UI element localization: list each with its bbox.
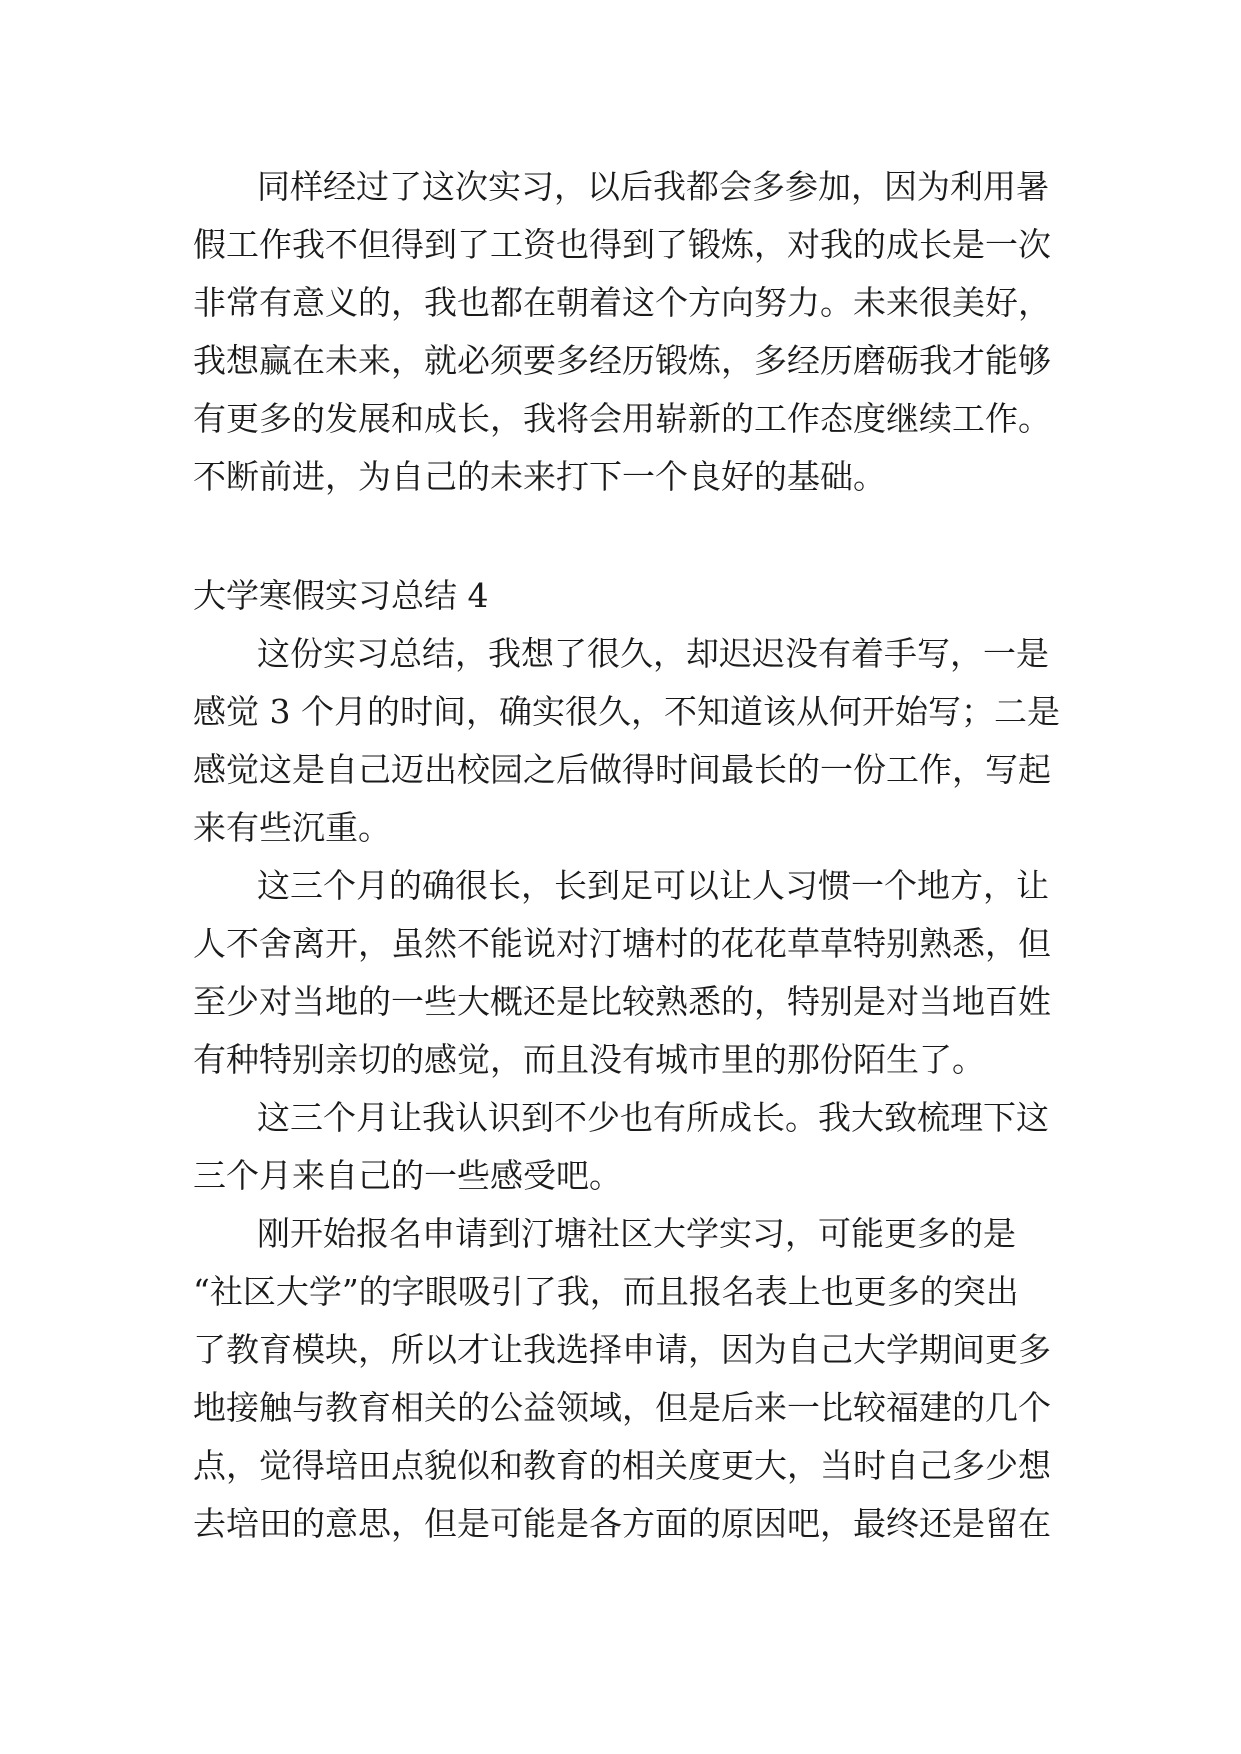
text-line: 非常有意义的，我也都在朝着这个方向努力。未来很美好，: [193, 283, 1051, 322]
section-heading: 大学寒假实习总结 4: [193, 576, 489, 615]
text-line: 有种特别亲切的感觉，而且没有城市里的那份陌生了。: [193, 1040, 985, 1079]
text-line: 这份实习总结，我想了很久，却迟迟没有着手写，一是: [257, 634, 1049, 673]
text-line: 感觉这是自己迈出校园之后做得时间最长的一份工作，写起: [193, 750, 1051, 789]
text-line: 来有些沉重。: [193, 808, 391, 847]
text-line: 不断前进，为自己的未来打下一个良好的基础。: [193, 457, 886, 496]
text-line: 点，觉得培田点貌似和教育的相关度更大，当时自己多少想: [193, 1446, 1051, 1485]
text-line: 地接触与教育相关的公益领域，但是后来一比较福建的几个: [193, 1388, 1051, 1427]
text-line: 三个月来自己的一些感受吧。: [193, 1156, 622, 1195]
text-line: 人不舍离开，虽然不能说对汀塘村的花花草草特别熟悉，但: [193, 924, 1051, 963]
text-line: “社区大学”的字眼吸引了我，而且报名表上也更多的突出: [193, 1272, 1019, 1311]
text-line: 我想赢在未来，就必须要多经历锻炼，多经历磨砺我才能够: [193, 341, 1051, 380]
text-line: 有更多的发展和成长，我将会用崭新的工作态度继续工作。: [193, 399, 1051, 438]
text-line: 刚开始报名申请到汀塘社区大学实习，可能更多的是: [257, 1214, 1016, 1253]
text-line: 至少对当地的一些大概还是比较熟悉的，特别是对当地百姓: [193, 982, 1051, 1021]
text-line: 同样经过了这次实习，以后我都会多参加，因为利用暑: [257, 167, 1049, 206]
text-line: 去培田的意思，但是可能是各方面的原因吧，最终还是留在: [193, 1504, 1051, 1543]
text-line: 了教育模块，所以才让我选择申请，因为自己大学期间更多: [193, 1330, 1051, 1369]
text-line: 感觉 3 个月的时间，确实很久，不知道该从何开始写；二是: [193, 692, 1060, 731]
text-line: 这三个月让我认识到不少也有所成长。我大致梳理下这: [257, 1098, 1049, 1137]
text-line: 这三个月的确很长，长到足可以让人习惯一个地方，让: [257, 866, 1049, 905]
text-line: 假工作我不但得到了工资也得到了锻炼，对我的成长是一次: [193, 225, 1051, 264]
